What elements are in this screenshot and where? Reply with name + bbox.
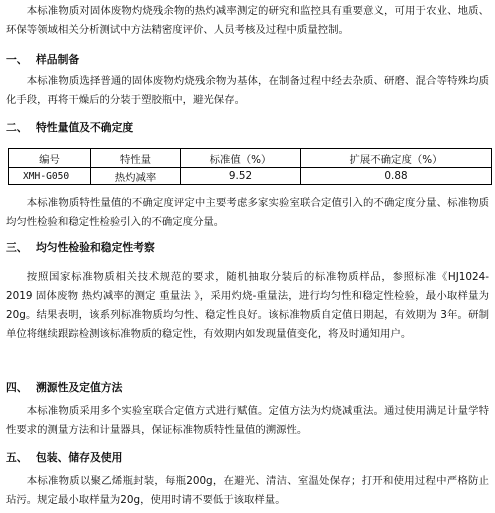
cell-code: XMH-G050 xyxy=(9,168,91,185)
column-header-property: 特性量 xyxy=(91,149,181,168)
section-number: 五、 xyxy=(6,451,28,464)
section-1-paragraph: 本标准物质选择普通的固体废物灼烧残余物为基体，在制备过程中经去杂质、研磨、混合等特殊均质化手段，再将干燥后的分装于塑胶瓶中，避光保存。 xyxy=(6,75,489,106)
section-title: 特性量值及不确定度 xyxy=(36,121,134,134)
section-number: 四、 xyxy=(6,381,28,394)
section-heading-1 xyxy=(6,52,79,67)
section-heading-5 xyxy=(6,450,122,465)
section-heading-3 xyxy=(6,240,155,255)
section-heading-2 xyxy=(6,120,133,135)
column-header-code: 编号 xyxy=(9,149,91,168)
section-3-paragraph: 按照国家标准物质相关技术规范的要求，随机抽取分装后的标准物质样品，参照标准《HJ1024-2019 固体废物 热灼减率的测定 重量法 》，采用灼烧-重量法，进行均匀性和稳定性检验，最小取样量为20g。结果表明，该系列标准物质均匀性、稳定性良好。该标准物质自定值日期起，有效期为 3年。研制单位将继续跟踪检测该标准物质的稳定性，有效期内如发现量值变化，将及时通知用户。 xyxy=(6,271,489,340)
table-header-row xyxy=(9,149,492,168)
section-number: 三、 xyxy=(6,241,28,254)
section-title: 均匀性检验和稳定性考察 xyxy=(36,241,155,254)
section-number: 一、 xyxy=(6,53,28,66)
column-header-uncertainty: 扩展不确定度（%） xyxy=(301,149,492,168)
cell-standard-value: 9.52 xyxy=(181,168,301,185)
section-title: 溯源性及定值方法 xyxy=(36,381,123,394)
section-title: 样品制备 xyxy=(36,53,80,66)
cell-property: 热灼减率 xyxy=(91,168,181,185)
section-heading-4 xyxy=(6,380,122,395)
section-4-paragraph: 本标准物质采用多个实验室联合定值方式进行赋值。定值方法为灼烧减重法。通过使用满足计量学特性要求的测量方法和计量器具，保证标准物质特性量值的溯源性。 xyxy=(6,405,489,436)
column-header-standard-value: 标准值（%） xyxy=(181,149,301,168)
section-number: 二、 xyxy=(6,121,28,134)
cell-uncertainty: 0.88 xyxy=(301,168,492,185)
section-2-paragraph: 本标准物质特性量值的不确定度评定中主要考虑多家实验室联合定值引入的不确定度分量、标准物质均匀性检验和稳定性检验引入的不确定度分量。 xyxy=(6,197,489,228)
section-5-paragraph: 本标准物质以聚乙烯瓶封装，每瓶200g，在避光、清洁、室温处保存；打开和使用过程中严格防止玷污。规定最小取样量为20g，使用时请不要低于该取样量。 xyxy=(6,475,489,506)
intro-paragraph: 本标准物质对固体废物灼烧残余物的热灼减率测定的研究和监控具有重要意义，可用于农业、地质、环保等领域相关分析测试中方法精密度评价、人员考核及过程中质量控制。 xyxy=(6,5,489,36)
property-value-table xyxy=(8,148,492,185)
table-row xyxy=(9,168,492,185)
section-title: 包装、储存及使用 xyxy=(36,451,123,464)
